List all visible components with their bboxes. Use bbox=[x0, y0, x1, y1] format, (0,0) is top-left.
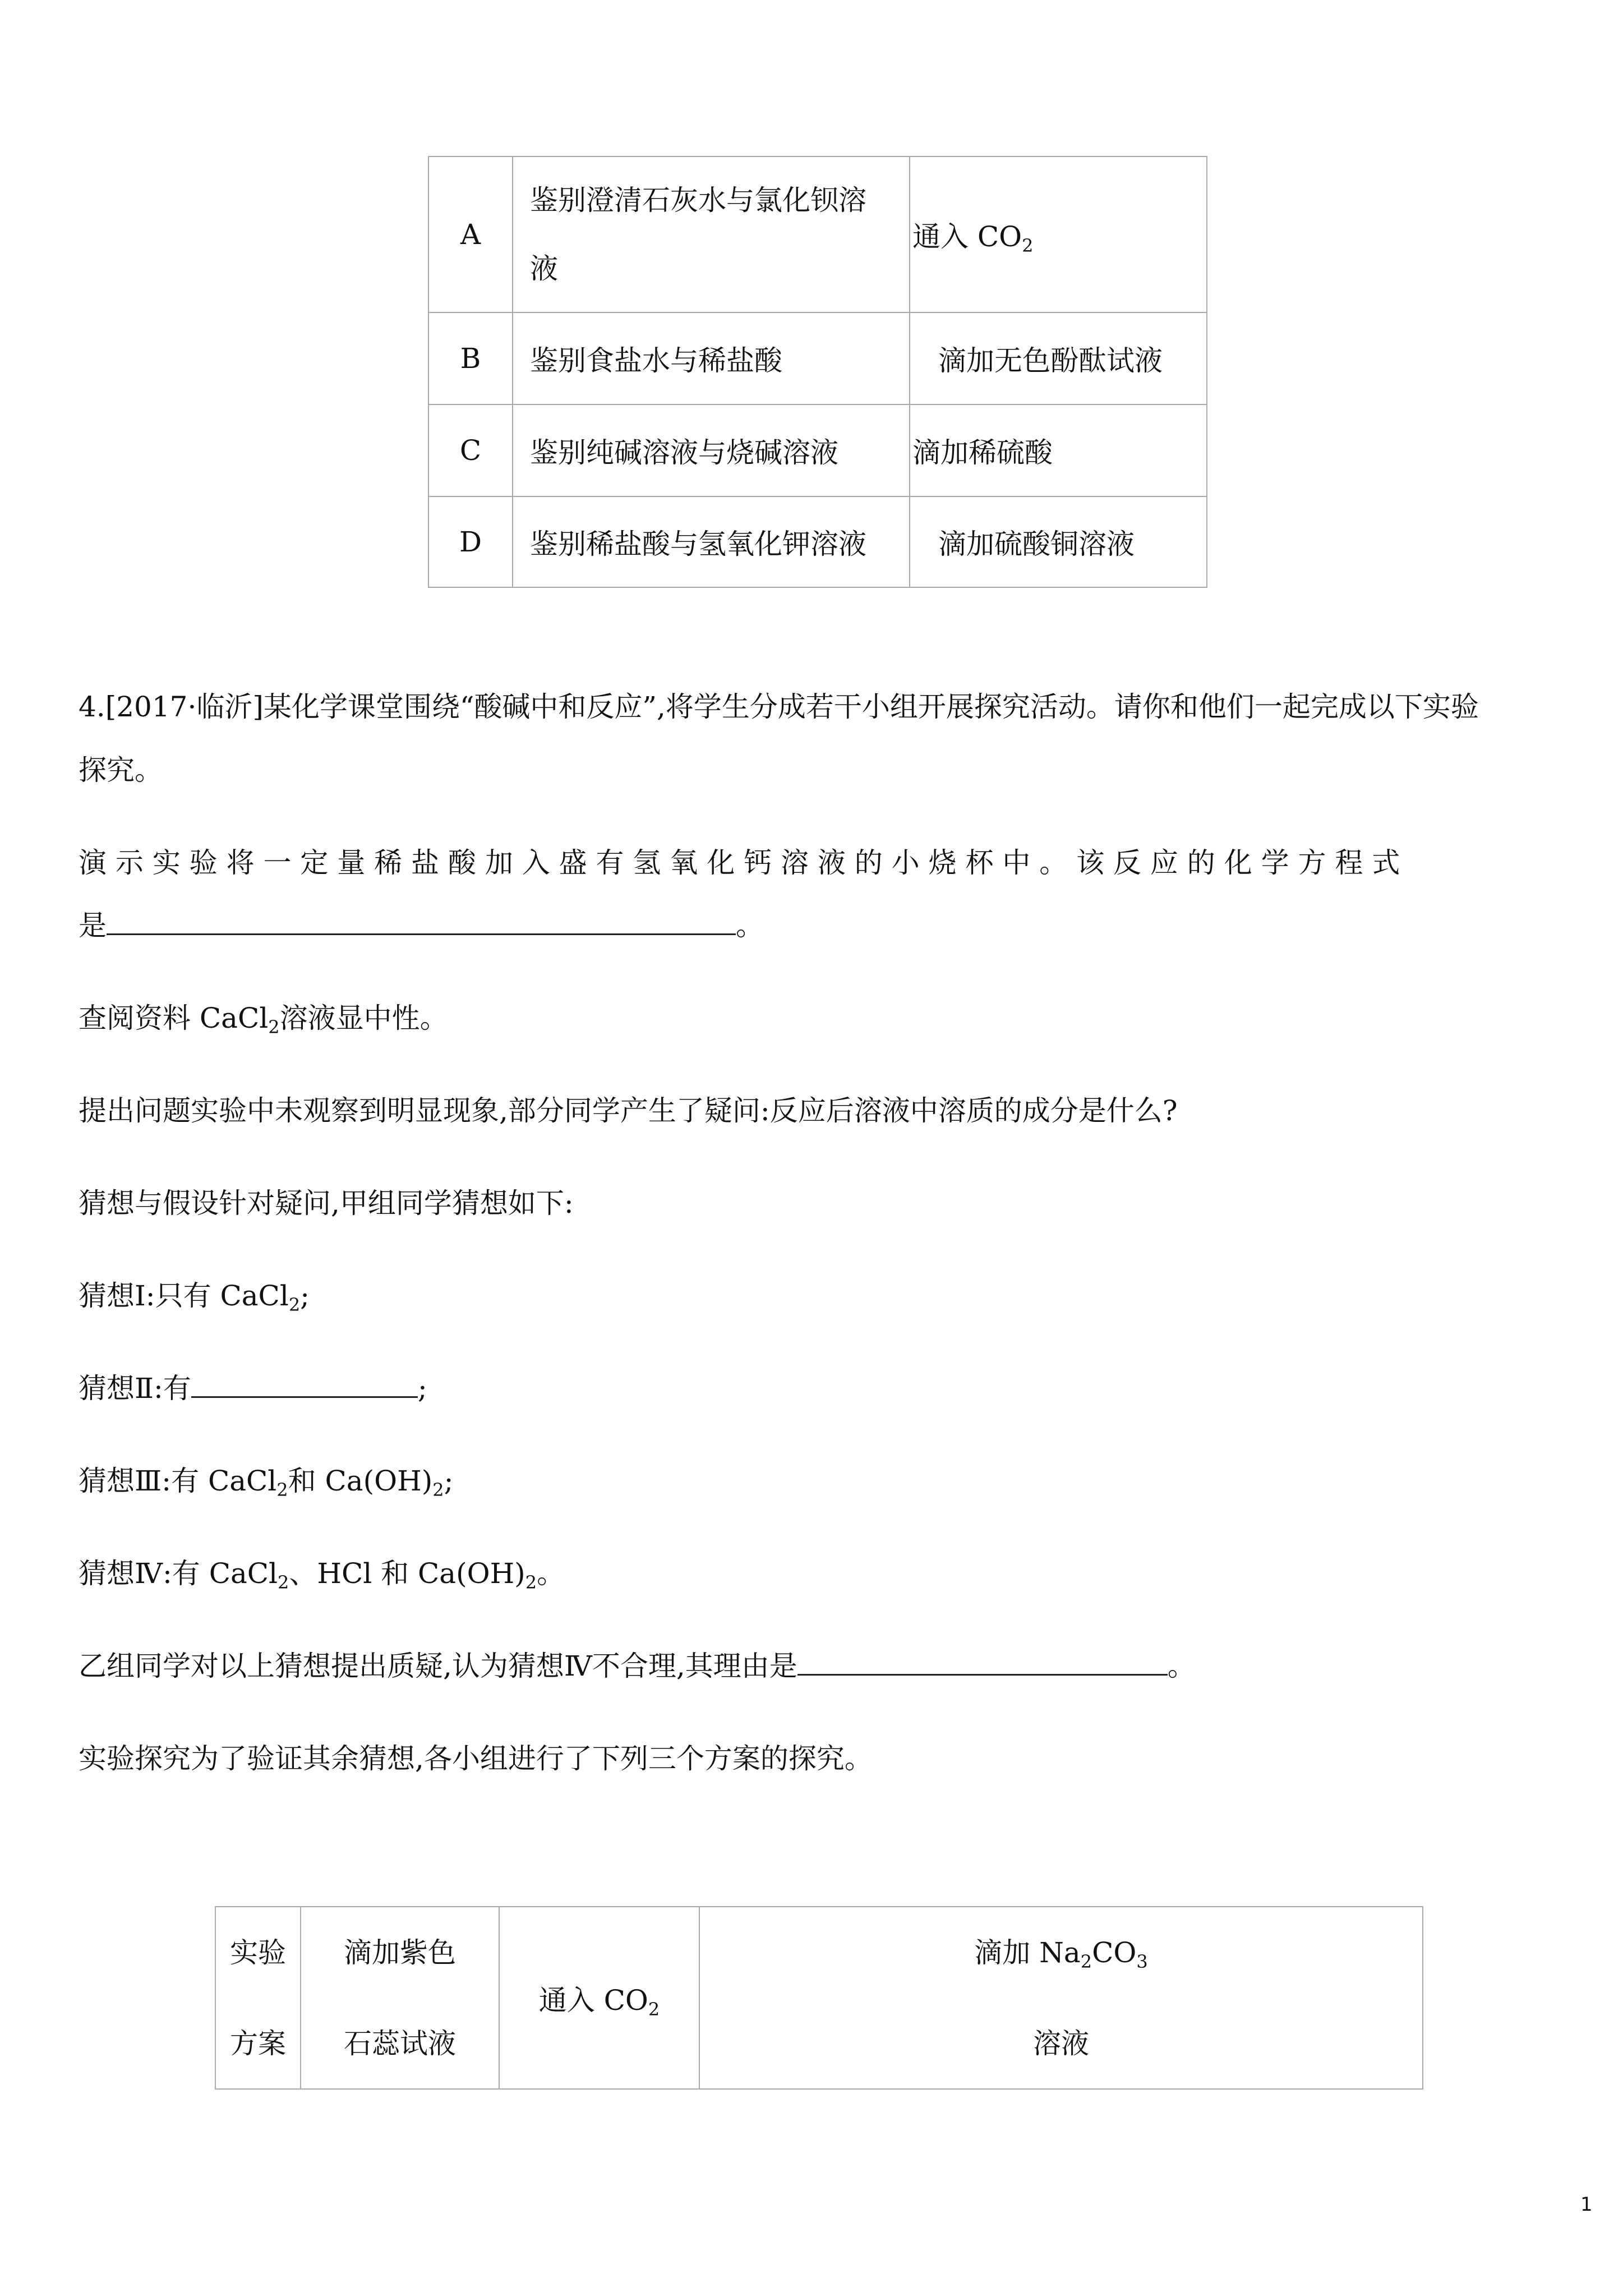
reference-info: 查阅资料 CaCl$_2$溶液显中性。 bbox=[79, 1002, 448, 1038]
doubt-statement: 乙组同学对以上猜想提出质疑,认为猜想Ⅳ不合理,其理由是 。 bbox=[79, 1650, 1196, 1682]
demo-experiment-line2: 是 。 bbox=[79, 909, 764, 942]
page-number: 1 bbox=[1580, 2193, 1593, 2216]
experiment-plan-table bbox=[215, 1906, 1423, 2090]
hypothesis-1: 猜想Ⅰ:只有 CaCl$_2$; bbox=[79, 1280, 310, 1315]
table-row bbox=[428, 312, 1207, 404]
plan-header: 实验 方案 bbox=[215, 1907, 301, 2089]
option-method: 滴加稀硫酸 bbox=[910, 404, 1207, 496]
table-row bbox=[428, 496, 1207, 587]
option-label: C bbox=[428, 404, 513, 496]
hypothesis-intro: 猜想与假设针对疑问,甲组同学猜想如下: bbox=[79, 1187, 574, 1220]
option-label: B bbox=[428, 312, 513, 404]
answer-blank-equation[interactable] bbox=[107, 928, 736, 935]
problem-statement: 提出问题实验中未观察到明显现象,部分同学产生了疑问:反应后溶液中溶质的成分是什么? bbox=[79, 1094, 1178, 1127]
hypothesis-3: 猜想Ⅲ:有 CaCl$_2$和 $Ca(OH)_2$; bbox=[79, 1465, 454, 1501]
option-purpose: 鉴别食盐水与稀盐酸 bbox=[513, 312, 910, 404]
experiment-intro: 实验探究为了验证其余猜想,各小组进行了下列三个方案的探究。 bbox=[79, 1742, 873, 1775]
table-row bbox=[215, 1907, 1423, 2089]
question-4-line2: 探究。 bbox=[79, 754, 163, 786]
table-row bbox=[428, 404, 1207, 496]
plan-litmus: 滴加紫色 石蕊试液 bbox=[301, 1907, 499, 2089]
options-table bbox=[428, 156, 1207, 588]
plan-na2co3: 滴加 $Na_2CO_3$ 溶液 bbox=[699, 1907, 1423, 2089]
option-label: A bbox=[428, 157, 513, 312]
option-purpose: 鉴别澄清石灰水与氯化钡溶 液 bbox=[513, 157, 910, 312]
table-row bbox=[428, 157, 1207, 312]
option-method: 滴加无色酚酞试液 bbox=[910, 312, 1207, 404]
hypothesis-4: 猜想Ⅳ:有 CaCl$_2$、HCl 和 $Ca(OH)_2$。 bbox=[79, 1557, 565, 1593]
question-4-line1: 4.[2017·临沂]某化学课堂围绕“酸碱中和反应”,将学生分成若干小组开展探究活动。请你和他们一起完成以下实验 bbox=[79, 691, 1479, 723]
hypothesis-2: 猜想Ⅱ:有 ; bbox=[79, 1372, 427, 1405]
option-method: 通入 $CO_2$ bbox=[910, 157, 1207, 312]
answer-blank-reason[interactable] bbox=[797, 1668, 1168, 1676]
demo-experiment-line1: 演 示 实 验 将 一 定 量 稀 盐 酸 加 入 盛 有 氢 氧 化 钙 溶 液 的 小 烧 杯 中 。 该 反 应 的 化 学 方 程 式 bbox=[79, 846, 1400, 879]
plan-co2: 通入 $CO_2$ bbox=[499, 1907, 699, 2089]
option-purpose: 鉴别稀盐酸与氢氧化钾溶液 bbox=[513, 496, 910, 587]
option-purpose: 鉴别纯碱溶液与烧碱溶液 bbox=[513, 404, 910, 496]
option-label: D bbox=[428, 496, 513, 587]
answer-blank-hypothesis[interactable] bbox=[191, 1391, 418, 1398]
option-method: 滴加硫酸铜溶液 bbox=[910, 496, 1207, 587]
